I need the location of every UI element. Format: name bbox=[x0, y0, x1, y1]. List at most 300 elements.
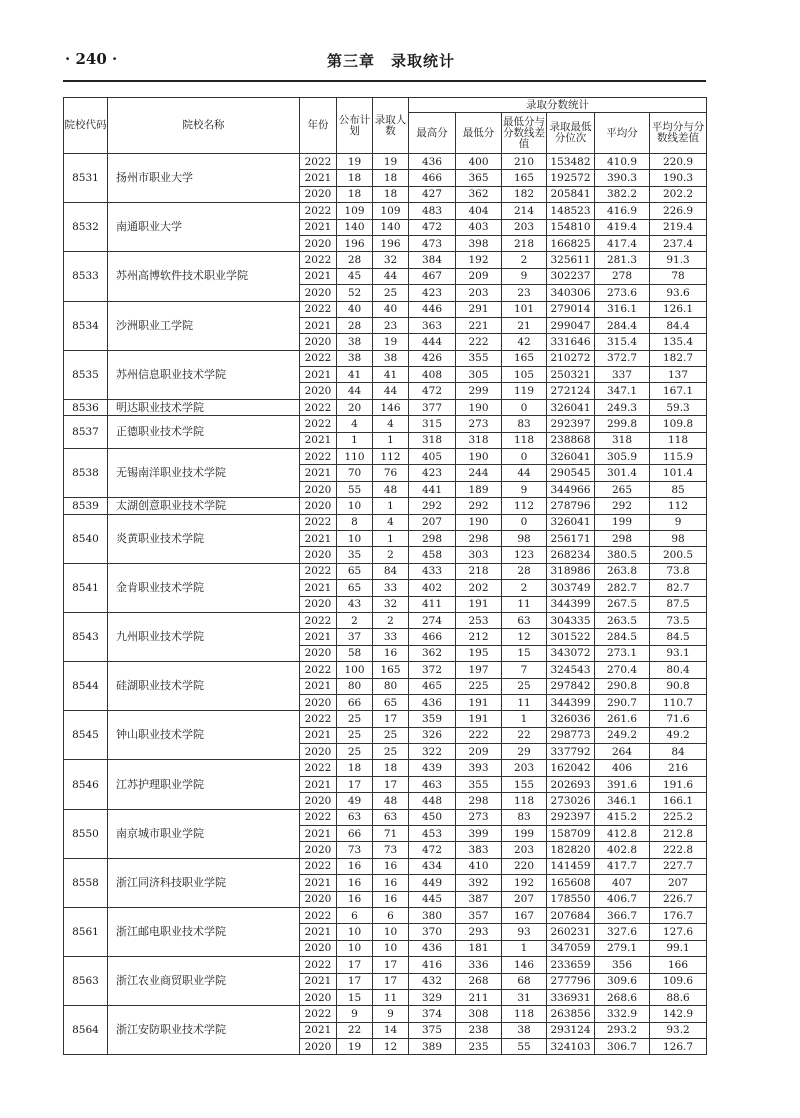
cell-admitted: 32 bbox=[373, 252, 409, 268]
chapter-title: 第三章 录取统计 bbox=[326, 52, 455, 70]
cell-admitted: 73 bbox=[373, 842, 409, 858]
cell-plan: 8 bbox=[337, 514, 373, 530]
cell-min-diff: 98 bbox=[502, 530, 547, 546]
cell-avg-diff: 190.3 bbox=[650, 170, 707, 186]
school-name: 炎黄职业技术学院 bbox=[108, 514, 300, 563]
cell-min-rank: 272124 bbox=[547, 383, 595, 399]
cell-avg-diff: 85 bbox=[650, 481, 707, 497]
cell-avg-score: 299.8 bbox=[595, 416, 650, 432]
cell-min-diff: 146 bbox=[502, 957, 547, 973]
cell-plan: 19 bbox=[337, 154, 373, 170]
cell-min-score: 190 bbox=[456, 514, 502, 530]
cell-avg-diff: 49.2 bbox=[650, 727, 707, 743]
cell-avg-score: 268.6 bbox=[595, 989, 650, 1005]
school-name: 正德职业技术学院 bbox=[108, 416, 300, 449]
header-avg: 平均分 bbox=[595, 113, 650, 154]
cell-year: 2022 bbox=[300, 563, 337, 579]
cell-avg-diff: 84.5 bbox=[650, 629, 707, 645]
cell-min-score: 191 bbox=[456, 596, 502, 612]
cell-plan: 65 bbox=[337, 580, 373, 596]
cell-min-score: 403 bbox=[456, 219, 502, 235]
cell-min-diff: 0 bbox=[502, 514, 547, 530]
cell-plan: 18 bbox=[337, 760, 373, 776]
cell-admitted: 2 bbox=[373, 547, 409, 563]
cell-plan: 140 bbox=[337, 219, 373, 235]
cell-admitted: 1 bbox=[373, 530, 409, 546]
cell-min-rank: 260231 bbox=[547, 924, 595, 940]
cell-plan: 25 bbox=[337, 727, 373, 743]
cell-max-score: 472 bbox=[409, 842, 456, 858]
cell-avg-diff: 73.8 bbox=[650, 563, 707, 579]
cell-admitted: 33 bbox=[373, 580, 409, 596]
cell-avg-score: 273.6 bbox=[595, 285, 650, 301]
cell-avg-diff: 9 bbox=[650, 514, 707, 530]
cell-min-diff: 203 bbox=[502, 219, 547, 235]
cell-year: 2022 bbox=[300, 301, 337, 317]
cell-max-score: 467 bbox=[409, 268, 456, 284]
cell-min-score: 362 bbox=[456, 186, 502, 202]
cell-min-rank: 290545 bbox=[547, 465, 595, 481]
cell-min-rank: 273026 bbox=[547, 793, 595, 809]
cell-avg-diff: 220.9 bbox=[650, 154, 707, 170]
cell-max-score: 375 bbox=[409, 1022, 456, 1038]
cell-min-rank: 326041 bbox=[547, 514, 595, 530]
cell-year: 2021 bbox=[300, 367, 337, 383]
table-row bbox=[64, 252, 707, 268]
cell-min-rank: 326036 bbox=[547, 711, 595, 727]
cell-avg-diff: 127.6 bbox=[650, 924, 707, 940]
cell-max-score: 439 bbox=[409, 760, 456, 776]
cell-admitted: 2 bbox=[373, 612, 409, 628]
cell-min-diff: 25 bbox=[502, 678, 547, 694]
cell-min-score: 357 bbox=[456, 907, 502, 923]
cell-plan: 100 bbox=[337, 662, 373, 678]
cell-plan: 16 bbox=[337, 875, 373, 891]
school-name: 南京城市职业学院 bbox=[108, 809, 300, 858]
cell-plan: 17 bbox=[337, 973, 373, 989]
cell-min-score: 398 bbox=[456, 235, 502, 251]
cell-year: 2020 bbox=[300, 498, 337, 514]
table-row bbox=[64, 1006, 707, 1022]
header-avg-diff: 平均分与分数线差值 bbox=[650, 113, 707, 154]
table-row bbox=[64, 907, 707, 923]
cell-min-diff: 12 bbox=[502, 629, 547, 645]
cell-admitted: 32 bbox=[373, 596, 409, 612]
cell-year: 2022 bbox=[300, 203, 337, 219]
cell-min-diff: 1 bbox=[502, 940, 547, 956]
table-row bbox=[64, 563, 707, 579]
cell-min-score: 365 bbox=[456, 170, 502, 186]
cell-min-score: 253 bbox=[456, 612, 502, 628]
cell-avg-score: 315.4 bbox=[595, 334, 650, 350]
cell-admitted: 11 bbox=[373, 989, 409, 1005]
cell-admitted: 16 bbox=[373, 645, 409, 661]
cell-avg-score: 249.3 bbox=[595, 399, 650, 415]
school-name: 浙江邮电职业技术学院 bbox=[108, 907, 300, 956]
cell-min-score: 293 bbox=[456, 924, 502, 940]
cell-avg-score: 380.5 bbox=[595, 547, 650, 563]
cell-year: 2021 bbox=[300, 317, 337, 333]
cell-min-score: 238 bbox=[456, 1022, 502, 1038]
cell-min-score: 197 bbox=[456, 662, 502, 678]
cell-year: 2022 bbox=[300, 514, 337, 530]
cell-plan: 18 bbox=[337, 186, 373, 202]
cell-avg-diff: 200.5 bbox=[650, 547, 707, 563]
cell-admitted: 18 bbox=[373, 760, 409, 776]
school-name: 南通职业大学 bbox=[108, 203, 300, 252]
school-code: 8561 bbox=[64, 907, 108, 956]
school-code: 8545 bbox=[64, 711, 108, 760]
cell-avg-score: 279.1 bbox=[595, 940, 650, 956]
cell-plan: 19 bbox=[337, 1039, 373, 1055]
cell-min-diff: 11 bbox=[502, 596, 547, 612]
cell-year: 2020 bbox=[300, 793, 337, 809]
cell-year: 2022 bbox=[300, 449, 337, 465]
table-row bbox=[64, 301, 707, 317]
cell-avg-score: 416.9 bbox=[595, 203, 650, 219]
cell-plan: 28 bbox=[337, 252, 373, 268]
cell-year: 2022 bbox=[300, 907, 337, 923]
cell-max-score: 380 bbox=[409, 907, 456, 923]
cell-year: 2020 bbox=[300, 383, 337, 399]
cell-max-score: 466 bbox=[409, 629, 456, 645]
cell-min-score: 209 bbox=[456, 268, 502, 284]
cell-year: 2020 bbox=[300, 744, 337, 760]
cell-min-rank: 324543 bbox=[547, 662, 595, 678]
cell-year: 2022 bbox=[300, 350, 337, 366]
cell-plan: 10 bbox=[337, 530, 373, 546]
cell-avg-diff: 118 bbox=[650, 432, 707, 448]
cell-max-score: 453 bbox=[409, 826, 456, 842]
cell-min-rank: 292397 bbox=[547, 809, 595, 825]
cell-avg-diff: 101.4 bbox=[650, 465, 707, 481]
cell-min-rank: 263856 bbox=[547, 1006, 595, 1022]
cell-year: 2022 bbox=[300, 662, 337, 678]
cell-min-score: 308 bbox=[456, 1006, 502, 1022]
cell-max-score: 322 bbox=[409, 744, 456, 760]
cell-year: 2021 bbox=[300, 580, 337, 596]
cell-admitted: 38 bbox=[373, 350, 409, 366]
cell-max-score: 326 bbox=[409, 727, 456, 743]
cell-min-rank: 153482 bbox=[547, 154, 595, 170]
cell-avg-diff: 126.7 bbox=[650, 1039, 707, 1055]
cell-avg-score: 347.1 bbox=[595, 383, 650, 399]
cell-avg-score: 263.8 bbox=[595, 563, 650, 579]
cell-min-score: 303 bbox=[456, 547, 502, 563]
school-code: 8531 bbox=[64, 154, 108, 203]
cell-year: 2020 bbox=[300, 481, 337, 497]
cell-min-diff: 182 bbox=[502, 186, 547, 202]
cell-min-rank: 250321 bbox=[547, 367, 595, 383]
cell-min-rank: 344399 bbox=[547, 694, 595, 710]
cell-min-rank: 210272 bbox=[547, 350, 595, 366]
cell-admitted: 4 bbox=[373, 514, 409, 530]
cell-min-score: 181 bbox=[456, 940, 502, 956]
cell-min-score: 225 bbox=[456, 678, 502, 694]
cell-min-rank: 293124 bbox=[547, 1022, 595, 1038]
cell-plan: 9 bbox=[337, 1006, 373, 1022]
cell-min-score: 190 bbox=[456, 449, 502, 465]
cell-avg-diff: 115.9 bbox=[650, 449, 707, 465]
cell-admitted: 165 bbox=[373, 662, 409, 678]
cell-year: 2021 bbox=[300, 776, 337, 792]
cell-min-rank: 207684 bbox=[547, 907, 595, 923]
cell-avg-score: 406 bbox=[595, 760, 650, 776]
cell-avg-diff: 227.7 bbox=[650, 858, 707, 874]
table-row bbox=[64, 662, 707, 678]
cell-year: 2022 bbox=[300, 252, 337, 268]
cell-min-rank: 141459 bbox=[547, 858, 595, 874]
cell-min-rank: 233659 bbox=[547, 957, 595, 973]
cell-min-diff: 29 bbox=[502, 744, 547, 760]
cell-year: 2020 bbox=[300, 645, 337, 661]
cell-year: 2021 bbox=[300, 826, 337, 842]
cell-avg-diff: 82.7 bbox=[650, 580, 707, 596]
cell-max-score: 408 bbox=[409, 367, 456, 383]
cell-plan: 22 bbox=[337, 1022, 373, 1038]
school-name: 浙江农业商贸职业学院 bbox=[108, 957, 300, 1006]
cell-plan: 41 bbox=[337, 367, 373, 383]
cell-plan: 110 bbox=[337, 449, 373, 465]
cell-avg-diff: 167.1 bbox=[650, 383, 707, 399]
cell-min-diff: 42 bbox=[502, 334, 547, 350]
table-row bbox=[64, 809, 707, 825]
table-row bbox=[64, 858, 707, 874]
cell-admitted: 25 bbox=[373, 727, 409, 743]
cell-year: 2021 bbox=[300, 924, 337, 940]
cell-year: 2022 bbox=[300, 858, 337, 874]
cell-admitted: 48 bbox=[373, 481, 409, 497]
cell-min-rank: 304335 bbox=[547, 612, 595, 628]
cell-max-score: 374 bbox=[409, 1006, 456, 1022]
cell-min-diff: 31 bbox=[502, 989, 547, 1005]
cell-plan: 15 bbox=[337, 989, 373, 1005]
cell-year: 2021 bbox=[300, 432, 337, 448]
table-row bbox=[64, 612, 707, 628]
cell-min-diff: 21 bbox=[502, 317, 547, 333]
cell-min-score: 410 bbox=[456, 858, 502, 874]
cell-avg-diff: 80.4 bbox=[650, 662, 707, 678]
cell-max-score: 384 bbox=[409, 252, 456, 268]
cell-avg-score: 410.9 bbox=[595, 154, 650, 170]
cell-avg-score: 366.7 bbox=[595, 907, 650, 923]
admission-stats-table bbox=[63, 97, 707, 1055]
cell-min-score: 355 bbox=[456, 776, 502, 792]
cell-avg-diff: 93.6 bbox=[650, 285, 707, 301]
cell-avg-score: 337 bbox=[595, 367, 650, 383]
cell-max-score: 318 bbox=[409, 432, 456, 448]
cell-avg-diff: 73.5 bbox=[650, 612, 707, 628]
school-code: 8535 bbox=[64, 350, 108, 399]
cell-admitted: 71 bbox=[373, 826, 409, 842]
cell-avg-diff: 99.1 bbox=[650, 940, 707, 956]
cell-min-diff: 0 bbox=[502, 449, 547, 465]
cell-avg-score: 265 bbox=[595, 481, 650, 497]
cell-year: 2021 bbox=[300, 465, 337, 481]
cell-avg-diff: 87.5 bbox=[650, 596, 707, 612]
cell-avg-score: 306.7 bbox=[595, 1039, 650, 1055]
table-body bbox=[64, 154, 707, 1055]
cell-min-score: 273 bbox=[456, 809, 502, 825]
cell-admitted: 16 bbox=[373, 891, 409, 907]
page-header bbox=[55, 50, 727, 78]
cell-avg-diff: 90.8 bbox=[650, 678, 707, 694]
cell-min-diff: 214 bbox=[502, 203, 547, 219]
school-code: 8533 bbox=[64, 252, 108, 301]
school-code: 8534 bbox=[64, 301, 108, 350]
cell-avg-diff: 142.9 bbox=[650, 1006, 707, 1022]
cell-min-score: 392 bbox=[456, 875, 502, 891]
cell-admitted: 19 bbox=[373, 154, 409, 170]
cell-avg-diff: 137 bbox=[650, 367, 707, 383]
cell-min-diff: 28 bbox=[502, 563, 547, 579]
cell-min-rank: 192572 bbox=[547, 170, 595, 186]
cell-min-diff: 101 bbox=[502, 301, 547, 317]
cell-max-score: 446 bbox=[409, 301, 456, 317]
cell-admitted: 109 bbox=[373, 203, 409, 219]
cell-max-score: 463 bbox=[409, 776, 456, 792]
cell-plan: 66 bbox=[337, 694, 373, 710]
cell-min-score: 399 bbox=[456, 826, 502, 842]
cell-avg-diff: 91.3 bbox=[650, 252, 707, 268]
cell-avg-score: 281.3 bbox=[595, 252, 650, 268]
cell-plan: 73 bbox=[337, 842, 373, 858]
cell-avg-score: 290.7 bbox=[595, 694, 650, 710]
cell-admitted: 4 bbox=[373, 416, 409, 432]
cell-min-rank: 277796 bbox=[547, 973, 595, 989]
cell-min-diff: 155 bbox=[502, 776, 547, 792]
cell-max-score: 405 bbox=[409, 449, 456, 465]
cell-min-score: 202 bbox=[456, 580, 502, 596]
cell-min-diff: 55 bbox=[502, 1039, 547, 1055]
cell-min-score: 244 bbox=[456, 465, 502, 481]
cell-year: 2021 bbox=[300, 268, 337, 284]
school-code: 8536 bbox=[64, 399, 108, 415]
cell-min-rank: 337792 bbox=[547, 744, 595, 760]
cell-admitted: 140 bbox=[373, 219, 409, 235]
cell-min-rank: 202693 bbox=[547, 776, 595, 792]
cell-max-score: 363 bbox=[409, 317, 456, 333]
cell-min-diff: 9 bbox=[502, 268, 547, 284]
cell-plan: 2 bbox=[337, 612, 373, 628]
cell-admitted: 18 bbox=[373, 170, 409, 186]
cell-min-score: 291 bbox=[456, 301, 502, 317]
cell-year: 2020 bbox=[300, 235, 337, 251]
cell-avg-score: 284.5 bbox=[595, 629, 650, 645]
cell-year: 2020 bbox=[300, 1039, 337, 1055]
cell-max-score: 359 bbox=[409, 711, 456, 727]
cell-min-diff: 83 bbox=[502, 809, 547, 825]
cell-min-score: 268 bbox=[456, 973, 502, 989]
cell-min-score: 195 bbox=[456, 645, 502, 661]
cell-min-diff: 9 bbox=[502, 481, 547, 497]
school-code: 8550 bbox=[64, 809, 108, 858]
cell-plan: 63 bbox=[337, 809, 373, 825]
cell-avg-score: 356 bbox=[595, 957, 650, 973]
cell-min-diff: 123 bbox=[502, 547, 547, 563]
cell-plan: 109 bbox=[337, 203, 373, 219]
cell-admitted: 48 bbox=[373, 793, 409, 809]
cell-admitted: 12 bbox=[373, 1039, 409, 1055]
table-row bbox=[64, 957, 707, 973]
cell-min-rank: 162042 bbox=[547, 760, 595, 776]
cell-min-diff: 15 bbox=[502, 645, 547, 661]
cell-plan: 55 bbox=[337, 481, 373, 497]
cell-plan: 43 bbox=[337, 596, 373, 612]
cell-min-score: 305 bbox=[456, 367, 502, 383]
cell-min-diff: 23 bbox=[502, 285, 547, 301]
cell-min-diff: 38 bbox=[502, 1022, 547, 1038]
cell-avg-score: 273.1 bbox=[595, 645, 650, 661]
cell-max-score: 434 bbox=[409, 858, 456, 874]
cell-max-score: 298 bbox=[409, 530, 456, 546]
cell-max-score: 423 bbox=[409, 465, 456, 481]
cell-plan: 58 bbox=[337, 645, 373, 661]
cell-max-score: 402 bbox=[409, 580, 456, 596]
cell-year: 2021 bbox=[300, 530, 337, 546]
cell-avg-score: 199 bbox=[595, 514, 650, 530]
cell-min-score: 299 bbox=[456, 383, 502, 399]
cell-min-diff: 199 bbox=[502, 826, 547, 842]
cell-admitted: 10 bbox=[373, 940, 409, 956]
cell-plan: 66 bbox=[337, 826, 373, 842]
cell-min-rank: 344966 bbox=[547, 481, 595, 497]
cell-min-rank: 205841 bbox=[547, 186, 595, 202]
cell-min-diff: 165 bbox=[502, 350, 547, 366]
cell-avg-score: 390.3 bbox=[595, 170, 650, 186]
cell-min-diff: 207 bbox=[502, 891, 547, 907]
cell-avg-score: 301.4 bbox=[595, 465, 650, 481]
table-row bbox=[64, 399, 707, 415]
school-code: 8544 bbox=[64, 662, 108, 711]
cell-admitted: 63 bbox=[373, 809, 409, 825]
cell-avg-score: 391.6 bbox=[595, 776, 650, 792]
cell-avg-score: 305.9 bbox=[595, 449, 650, 465]
cell-admitted: 25 bbox=[373, 744, 409, 760]
cell-min-rank: 324103 bbox=[547, 1039, 595, 1055]
cell-max-score: 377 bbox=[409, 399, 456, 415]
cell-max-score: 274 bbox=[409, 612, 456, 628]
cell-year: 2021 bbox=[300, 727, 337, 743]
cell-min-rank: 158709 bbox=[547, 826, 595, 842]
cell-min-score: 222 bbox=[456, 334, 502, 350]
cell-admitted: 17 bbox=[373, 957, 409, 973]
cell-admitted: 65 bbox=[373, 694, 409, 710]
cell-avg-diff: 166 bbox=[650, 957, 707, 973]
cell-min-diff: 118 bbox=[502, 1006, 547, 1022]
cell-admitted: 1 bbox=[373, 432, 409, 448]
cell-avg-score: 316.1 bbox=[595, 301, 650, 317]
cell-min-rank: 238868 bbox=[547, 432, 595, 448]
cell-plan: 10 bbox=[337, 924, 373, 940]
cell-min-score: 318 bbox=[456, 432, 502, 448]
cell-year: 2020 bbox=[300, 989, 337, 1005]
cell-avg-diff: 88.6 bbox=[650, 989, 707, 1005]
cell-min-score: 190 bbox=[456, 399, 502, 415]
cell-max-score: 436 bbox=[409, 694, 456, 710]
cell-admitted: 80 bbox=[373, 678, 409, 694]
cell-min-rank: 166825 bbox=[547, 235, 595, 251]
cell-min-score: 355 bbox=[456, 350, 502, 366]
cell-min-rank: 326041 bbox=[547, 399, 595, 415]
school-name: 沙洲职业工学院 bbox=[108, 301, 300, 350]
cell-year: 2022 bbox=[300, 760, 337, 776]
cell-min-rank: 331646 bbox=[547, 334, 595, 350]
cell-plan: 6 bbox=[337, 907, 373, 923]
cell-min-rank: 268234 bbox=[547, 547, 595, 563]
school-code: 8538 bbox=[64, 449, 108, 498]
cell-admitted: 10 bbox=[373, 924, 409, 940]
